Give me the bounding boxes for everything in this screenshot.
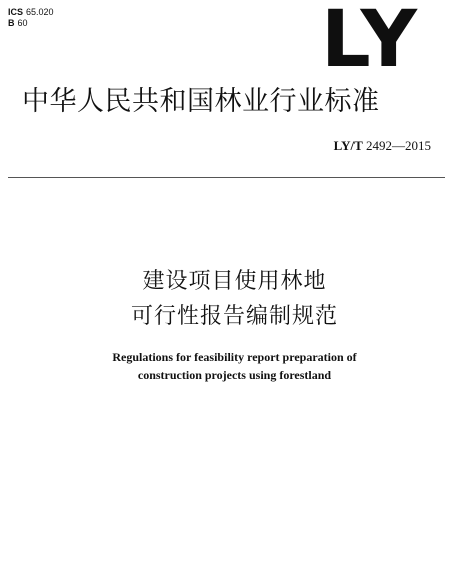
header-divider: [8, 177, 445, 178]
standard-name: 中华人民共和国林业行业标准: [22, 86, 380, 117]
classification-codes: [8, 7, 54, 29]
ccs-value: 60: [17, 18, 28, 28]
title-en-line1: Regulations for feasibility report preparation of: [112, 350, 357, 364]
title-cn-line2: 可行性报告编制规范: [130, 304, 338, 329]
ccs-label: B: [8, 18, 15, 28]
standard-number-value: 2492—2015: [366, 138, 431, 153]
ics-value: 65.020: [26, 7, 54, 17]
standard-logo: LY: [320, 0, 419, 85]
ics-label: ICS: [8, 7, 24, 17]
ccs-row: [8, 18, 54, 29]
standard-number: [334, 138, 431, 154]
ics-row: [8, 7, 54, 18]
title-cn-line1: 建设项目使用林地: [142, 269, 327, 294]
standard-code: LY/T: [333, 138, 363, 153]
title-en-line2: construction projects using forestland: [137, 368, 332, 382]
